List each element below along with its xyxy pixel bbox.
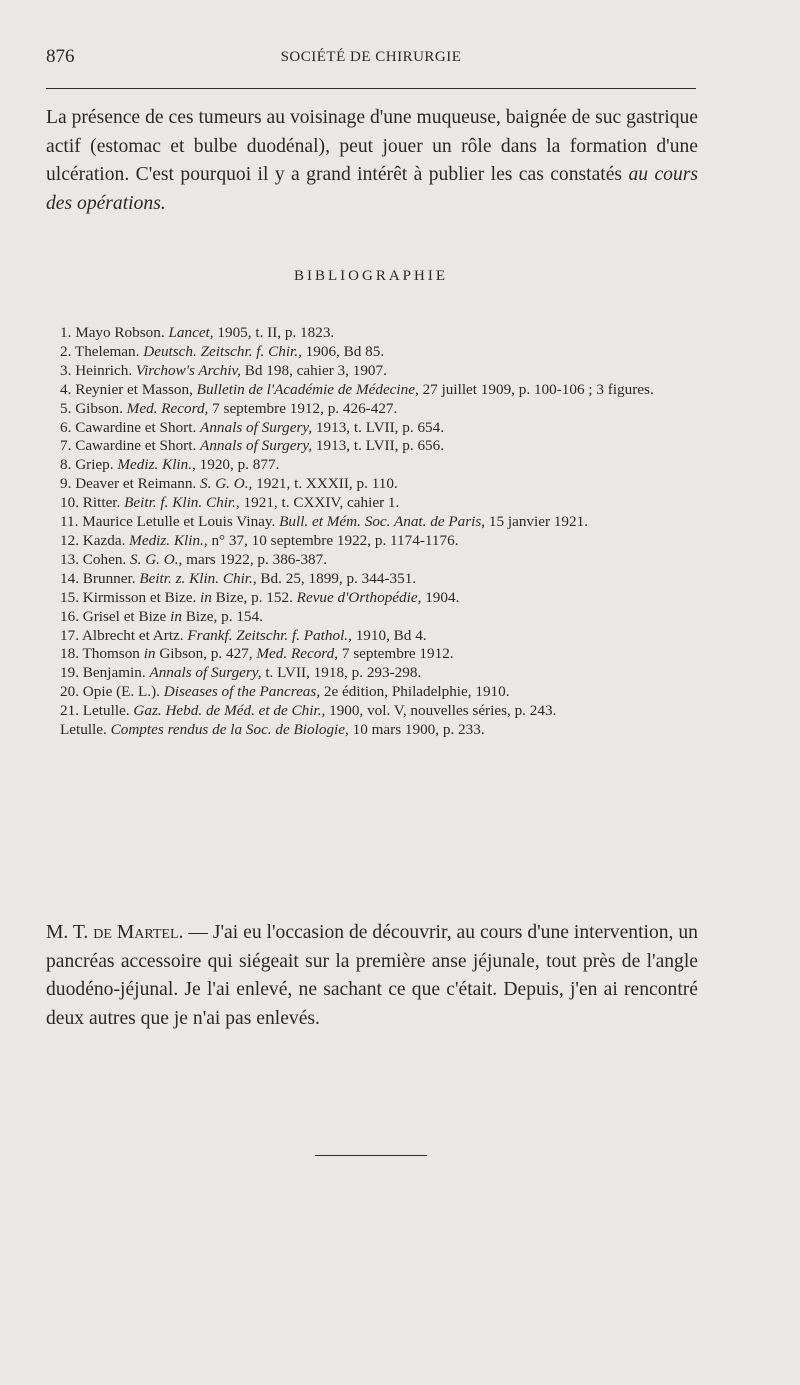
entry-pre: 17. Albrecht et Artz. [60,626,188,644]
bibliography-entry [46,551,698,570]
entry-post: 1921, t. CXXIV, cahier 1. [239,494,400,512]
entry-it: Mediz. Klin., [117,456,196,474]
entry-post: Bize, p. 154. [181,607,263,625]
entry-post: 27 juillet 1909, p. 100-106 ; 3 figures. [418,380,654,398]
bibliography-entry [46,570,698,589]
entry-pre: 16. Grisel et Bize [60,607,171,625]
header-rule [46,88,696,89]
footer-rule [315,1155,427,1156]
entry-post: 10 mars 1900, p. 233. [348,721,485,739]
entry-pre: 10. Ritter. [60,494,125,512]
entry-it: Beitr. z. Klin. Chir., [139,569,257,587]
entry-pre: Letulle. [60,721,111,739]
bibliography-entry [46,475,698,494]
entry-post: n° 37, 10 septembre 1922, p. 1174-1176. [207,531,459,549]
entry-pre: 3. Heinrich. [60,361,136,379]
entry-post: 1910, Bd 4. [351,626,427,644]
bibliography-entry [46,513,698,532]
entry-pre: 15. Kirmisson et Bize. [60,588,201,606]
entry-it: Beitr. f. Klin. Chir., [124,494,240,512]
entry-pre: 6. Cawardine et Short. [60,418,201,436]
bibliography-entry [46,381,698,400]
page-header [46,46,696,76]
entry-post: Bize, p. 152. [211,588,297,606]
entry-it: Bull. et Mém. Soc. Anat. de Paris, [279,513,486,531]
bibliography-entry [46,400,698,419]
entry-post2: 7 septembre 1912. [338,645,454,663]
entry-post: mars 1922, p. 386-387. [182,550,328,568]
entry-post: 1921, t. XXXII, p. 110. [252,475,398,493]
bibliography-entry [46,608,698,627]
intro-text: La présence de ces tumeurs au voisinage d'une muqueuse, baignée de suc gastrique actif (estomac et bulbe duodénal), peut jouer un rôle dans la formation d'une ulcération. C'est pourquoi il y a grand intérêt à publier les cas constatés [46,107,698,185]
bibliography-entry [46,419,698,438]
entry-it: Mediz. Klin., [129,531,208,549]
entry-post: 1913, t. LVII, p. 656. [312,437,445,455]
discussion-text: J'ai eu l'occasion de découvrir, au cours d'une intervention, un pancréas accessoire qui siégeait sur la première anse jéjunale, tout près de l'angle duodéno-jéjunal. Je l'ai enlevé, ne sachant ce que c'était. Depuis, j'en ai rencontré deux autres que je n'ai pas enlevés. [46,922,698,1029]
entry-post: 1900, vol. V, nouvelles séries, p. 243. [325,702,557,720]
entry-it: Frankf. Zeitschr. f. Pathol., [187,626,352,644]
speaker-dash: . — [178,922,213,943]
entry-it: Annals of Surgery, [200,418,313,436]
bibliography-entry [46,532,698,551]
entry-it: Med. Record, [126,399,209,417]
entry-it: Lancet, [168,324,214,341]
entry-it: Bulletin de l'Académie de Médecine, [196,380,419,398]
entry-it: Gaz. Hebd. de Méd. et de Chir., [133,702,326,720]
bibliography-entry [46,683,698,702]
entry-pre: 1. Mayo Robson. [60,324,169,341]
bibliography-entry [46,437,698,456]
bibliography-list [46,324,698,740]
entry-pre: 12. Kazda. [60,531,130,549]
speaker-name: de Martel [93,922,179,943]
bibliography-entry [46,721,698,740]
page-number: 876 [46,46,75,67]
entry-post: 1920, p. 877. [195,456,280,474]
entry-pre: 7. Cawardine et Short. [60,437,201,455]
entry-pre: 18. Thomson [60,645,144,663]
entry-post: 1913, t. LVII, p. 654. [312,418,445,436]
entry-it2: Med. Record, [256,645,339,663]
entry-pre: 2. Theleman. [60,342,144,360]
entry-post2: 1904. [421,588,460,606]
entry-post: Gibson, p. 427, [155,645,257,663]
intro-italic-tail: au cours des opérations. [46,164,698,214]
bibliography-entry [46,664,698,683]
entry-pre: 5. Gibson. [60,399,127,417]
entry-it: S. G. O., [200,475,253,493]
entry-post: 15 janvier 1921. [485,513,589,531]
bibliography-entry [46,627,698,646]
entry-pre: 9. Deaver et Reimann. [60,475,201,493]
entry-it: in [200,588,212,606]
bibliography-entry [46,645,698,664]
intro-paragraph [46,104,698,218]
entry-it2: Revue d'Orthopédie, [296,588,422,606]
bibliography-entry [46,343,698,362]
entry-post: Bd 198, cahier 3, 1907. [240,361,387,379]
entry-post: 7 septembre 1912, p. 426-427. [208,399,398,417]
entry-it: Diseases of the Pancreas, [163,683,321,701]
bibliography-entry [46,589,698,608]
entry-pre: 13. Cohen. [60,550,131,568]
entry-pre: 21. Letulle. [60,702,134,720]
entry-pre: 19. Benjamin. [60,664,150,682]
bibliography-title: BIBLIOGRAPHIE [294,268,448,284]
entry-it: Annals of Surgery, [200,437,313,455]
entry-it: in [143,645,156,663]
entry-it: Comptes rendus de la Soc. de Biologie, [110,721,349,739]
bibliography-entry [46,362,698,381]
entry-pre: 14. Brunner. [60,569,140,587]
entry-post: 1905, t. II, p. 1823. [213,324,335,341]
entry-post: Bd. 25, 1899, p. 344-351. [256,569,417,587]
entry-it: in [170,607,182,625]
entry-pre: 20. Opie (E. L.). [60,683,164,701]
bibliography-entry [46,324,698,343]
entry-it: S. G. O., [130,550,183,568]
entry-pre: 11. Maurice Letulle et Louis Vinay. [60,513,280,531]
entry-post: t. LVII, 1918, p. 293-298. [261,664,422,682]
entry-post: 1906, Bd 85. [301,342,385,360]
bibliography-entry [46,456,698,475]
entry-pre: 8. Griep. [60,456,118,474]
bibliography-entry [46,702,698,721]
entry-post: 2e édition, Philadelphie, 1910. [320,683,510,701]
bibliography-entry [46,494,698,513]
entry-it: Deutsch. Zeitschr. f. Chir., [143,342,302,360]
running-head: SOCIÉTÉ DE CHIRURGIE [280,49,462,65]
speaker-initial: M. T. [46,922,94,943]
entry-it: Annals of Surgery, [149,664,262,682]
discussion-paragraph [46,919,698,1033]
entry-it: Virchow's Archiv, [135,361,241,379]
entry-pre: 4. Reynier et Masson, [60,380,197,398]
